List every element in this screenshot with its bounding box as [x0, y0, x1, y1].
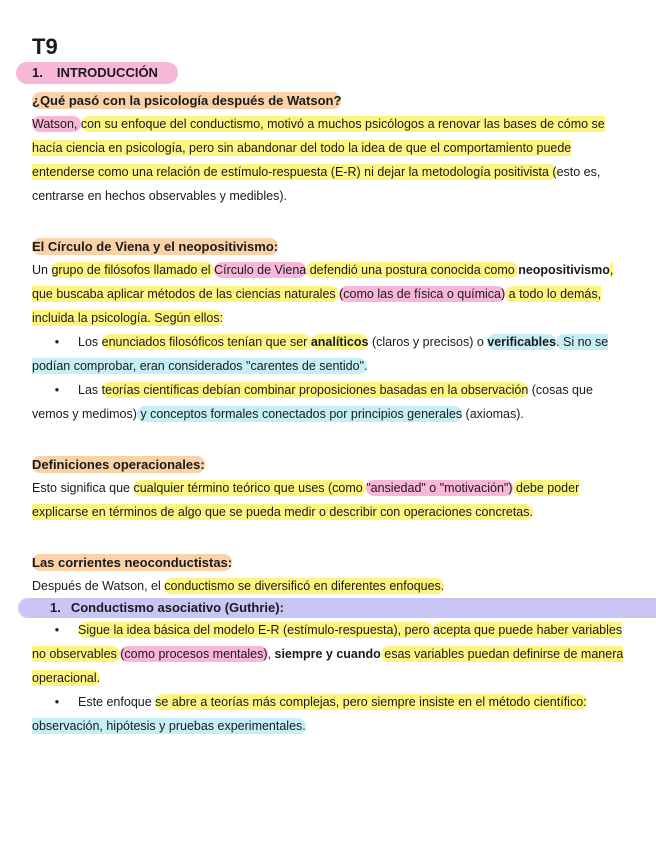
text-run: debe poder explicarse en términos de algo que se pueda medir o describir con operaciones concretas.: [32, 481, 580, 519]
text-run: verificables: [487, 335, 557, 349]
section-label: INTRODUCCIÓN: [56, 65, 158, 80]
text-run: Esto significa que: [32, 481, 134, 495]
text-run: cualquier término teórico que uses (como: [133, 481, 367, 495]
text-run: Este enfoque: [78, 695, 156, 709]
spacer: [32, 524, 628, 546]
text-run: (como las de física o química): [339, 287, 506, 301]
text-run: (claros y precisos) o: [368, 335, 488, 349]
text-run: ,: [267, 647, 275, 661]
watson-paragraph: [32, 112, 628, 208]
watson-text-end: esto es, centrarse en hechos observables y medibles).: [32, 165, 601, 203]
text-run: grupo de filósofos llamado el: [51, 263, 215, 277]
text-run: a todo lo demás, incluida la psicología. Según ellos:: [32, 287, 602, 325]
spacer: [32, 208, 628, 230]
text-run: Después de Watson, el: [32, 579, 165, 593]
text-run: siempre y cuando: [274, 647, 381, 661]
text-run: . Si no se podían comprobar, eran considerados "carentes de sentido".: [32, 335, 609, 373]
guthrie-bullet-1: [32, 618, 628, 690]
bullet-icon: •: [54, 383, 60, 397]
viena-heading: [32, 236, 628, 258]
viena-bullet-2: [32, 378, 628, 426]
question-heading: [32, 90, 628, 112]
text-run: , que buscaba aplicar métodos de las ciencias naturales: [32, 263, 614, 301]
neoconductistas-paragraph: [32, 574, 628, 598]
text-run: observación, hipótesis y pruebas experimentales.: [32, 719, 306, 733]
bullet-icon: •: [54, 335, 60, 349]
text-run: neopositivismo: [518, 263, 610, 277]
text-run: (como procesos mentales): [120, 647, 268, 661]
text-run: Los: [78, 335, 102, 349]
section-number: 1.: [32, 65, 43, 80]
viena-bullet-1: [32, 330, 628, 378]
subsection-number: 1.: [50, 600, 61, 615]
question-text: ¿Qué pasó con la psicología después de Watson?: [32, 93, 342, 108]
spacer: [32, 426, 628, 448]
text-run: conductismo se diversificó en diferentes enfoques.: [164, 579, 445, 593]
document-title: T9: [32, 34, 58, 59]
text-run: enunciados filosóficos tenían que ser: [101, 335, 311, 349]
text-run: Sigue la idea básica del modelo E-R (estímulo-respuesta), pero: [78, 623, 434, 637]
viena-paragraph: [32, 258, 628, 330]
text-run: teorías científicas debían combinar proposiciones basadas en la observación: [101, 383, 529, 397]
text-run: y conceptos formales conectados por principios generales: [136, 407, 463, 421]
text-run: se abre a teorías más complejas, pero siempre insiste en el método científico:: [155, 695, 587, 709]
text-run: esas variables puedan definirse de manera operacional.: [32, 647, 624, 685]
subsection-heading-guthrie: [18, 598, 656, 618]
text-run: Círculo de Viena: [214, 263, 307, 277]
definiciones-heading: [32, 454, 628, 476]
subsection-label: Conductismo asociativo (Guthrie):: [70, 600, 284, 615]
viena-heading-text: El Círculo de Viena y el neopositivismo:: [32, 239, 279, 254]
text-run: acepta que puede haber variables no observables: [32, 623, 623, 661]
text-run: analíticos: [310, 335, 369, 349]
bullet-icon: •: [54, 695, 60, 709]
section-heading-introduccion: [16, 62, 178, 84]
text-run: Un: [32, 263, 52, 277]
definiciones-paragraph: [32, 476, 628, 524]
neoconductistas-heading: [32, 552, 628, 574]
neoconductistas-heading-text: Las corrientes neoconductistas:: [32, 555, 233, 570]
text-run: defendió una postura conocida como: [306, 263, 519, 277]
text-run: (cosas que vemos y medimos): [32, 383, 593, 421]
definiciones-heading-text: Definiciones operacionales:: [32, 457, 205, 472]
watson-text: con su enfoque del conductismo, motivó a muchos psicólogos a renovar las bases de cómo se hacía ciencia en psicología, pero sin abandonar del todo la idea de que el comportamiento puede entenderse como una relación de estímulo-respuesta (E-R) ni dejar la metodología positivista (: [32, 117, 605, 179]
text-run: (axiomas).: [462, 407, 524, 421]
text-run: Las: [78, 383, 102, 397]
watson-name: Watson,: [32, 117, 81, 131]
guthrie-bullet-2: [32, 690, 628, 738]
bullet-icon: •: [54, 623, 60, 637]
text-run: "ansiedad" o "motivación"): [366, 481, 513, 495]
